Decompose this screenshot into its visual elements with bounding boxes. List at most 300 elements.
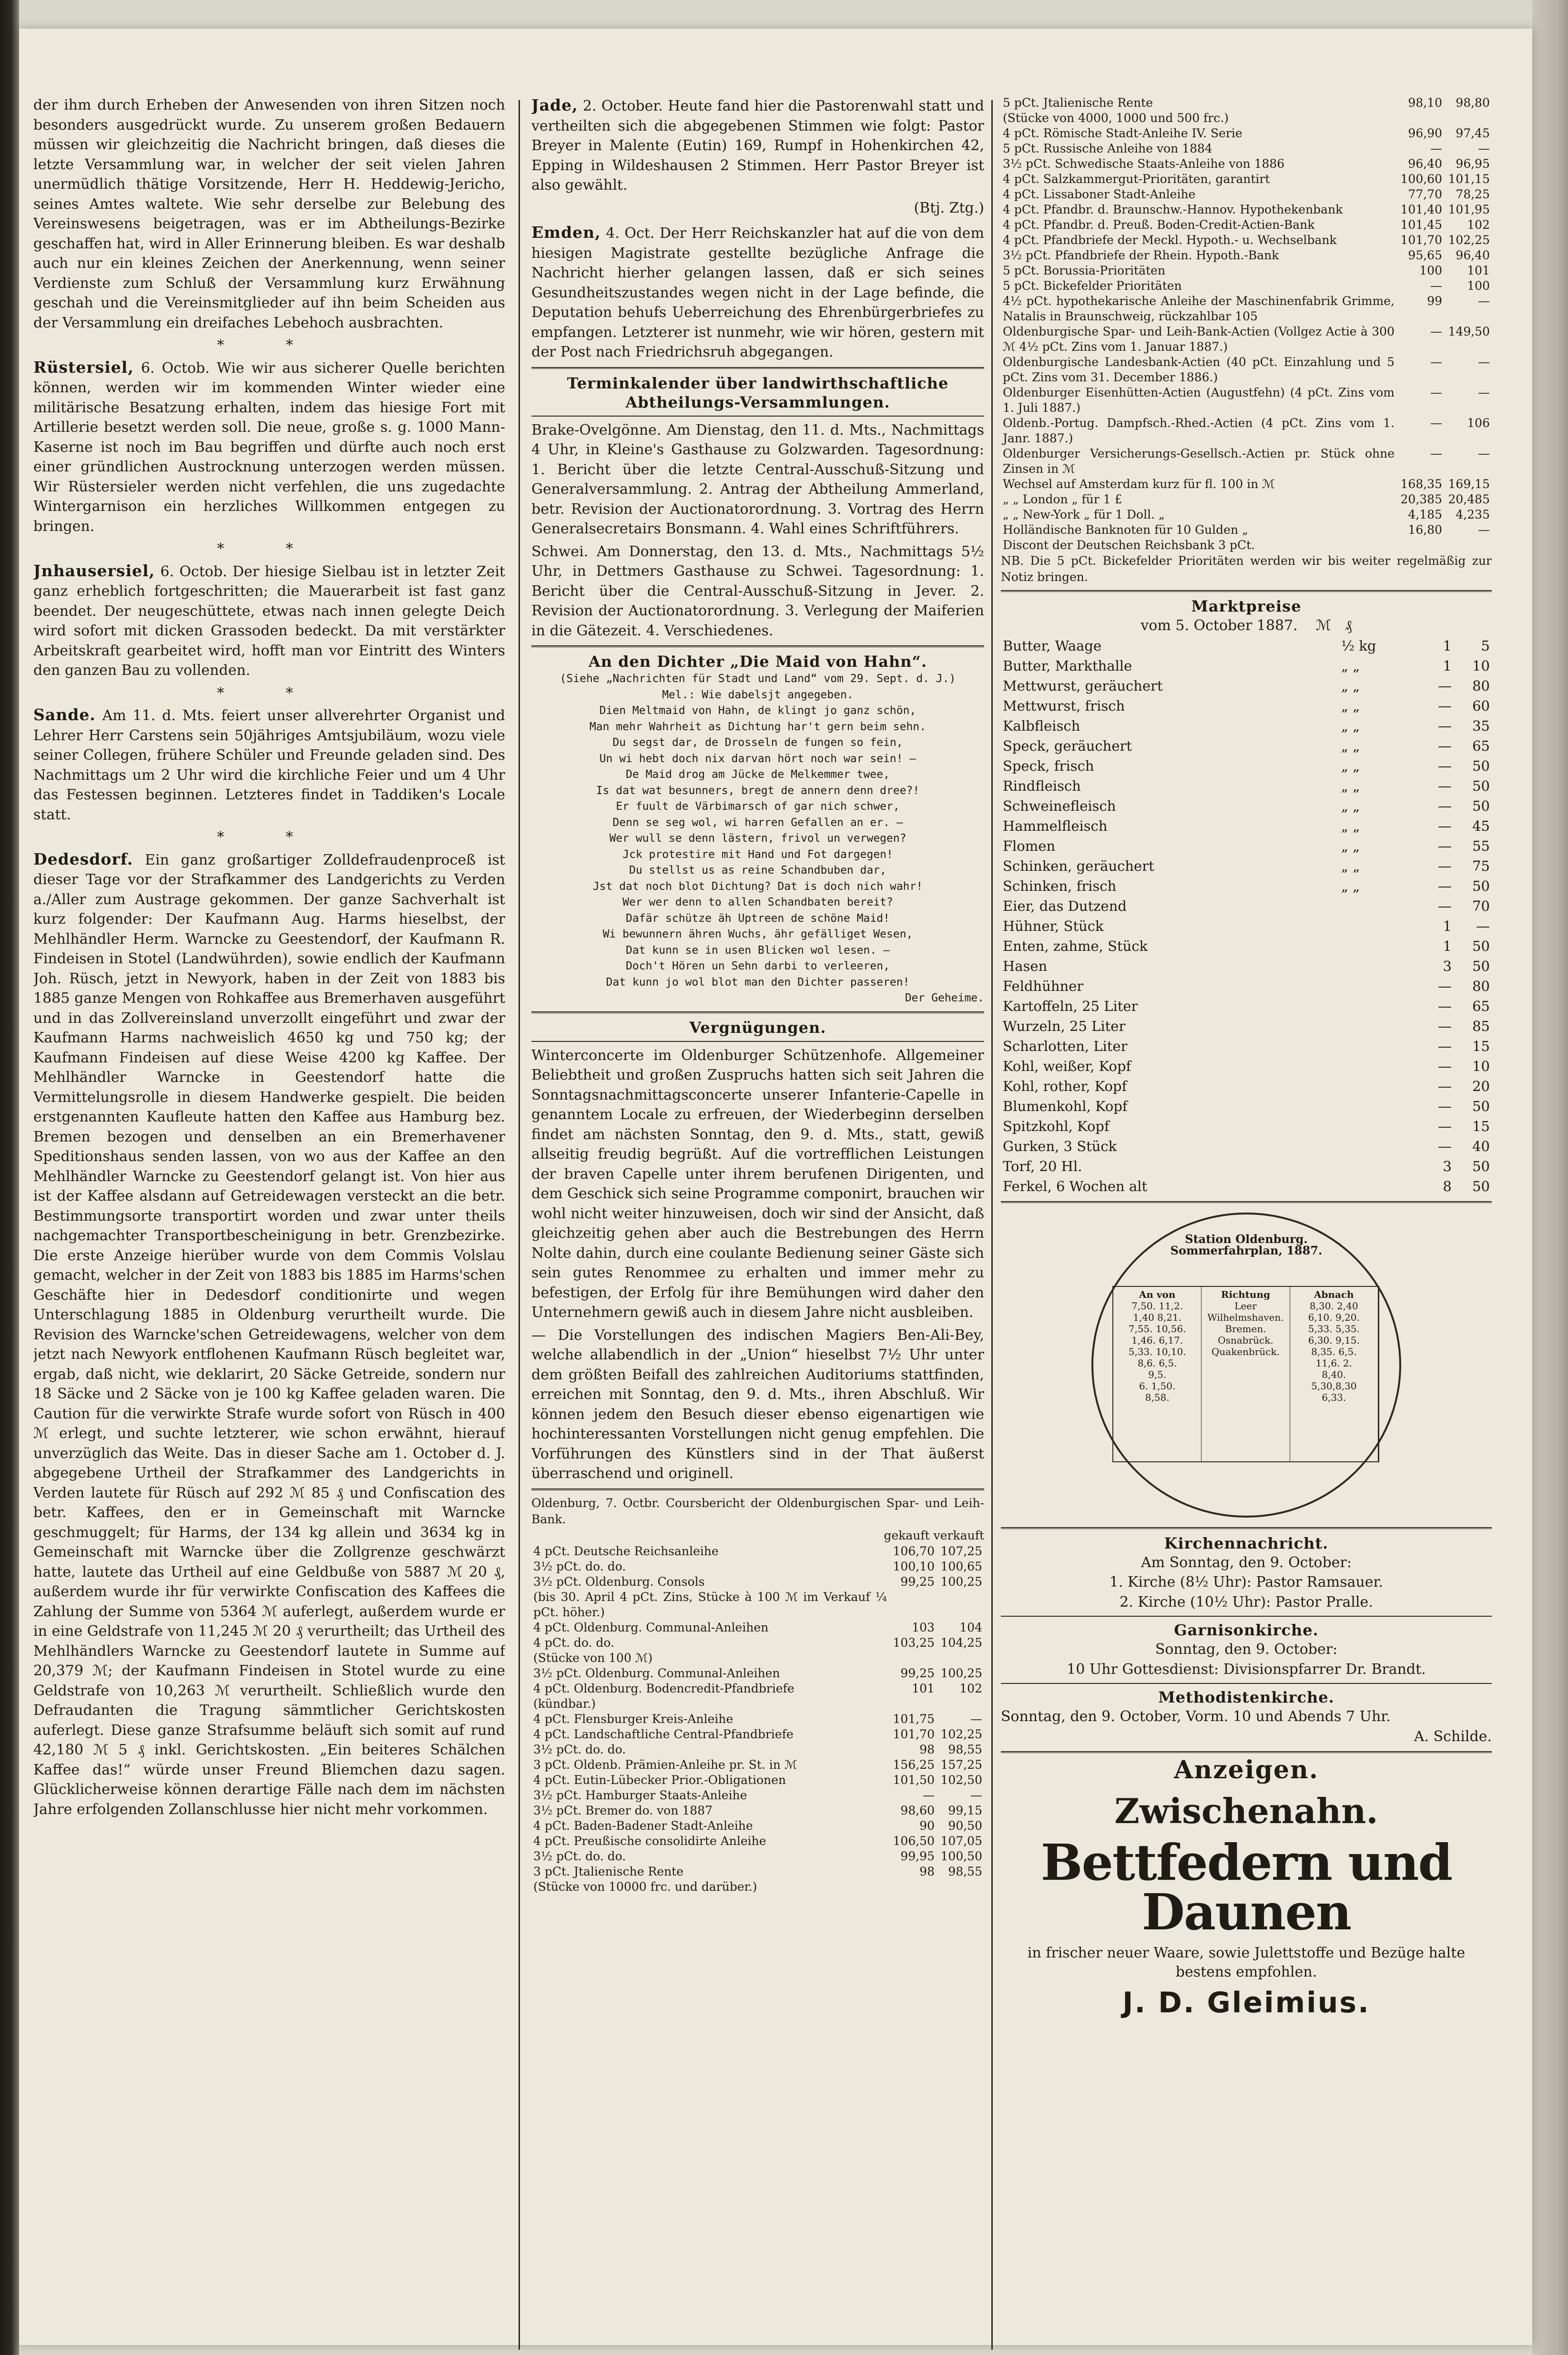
table-cell-value: 169,15 bbox=[1448, 477, 1490, 491]
table-cell-label: Scharlotten, Liter bbox=[1003, 1038, 1128, 1054]
table-cell-value: 5 bbox=[1481, 637, 1490, 654]
poem-signature: Der Geheime. bbox=[905, 992, 984, 1004]
table-row bbox=[1001, 656, 1492, 676]
table-cell-label: „ „ London „ für 1 £ bbox=[1003, 492, 1122, 506]
cours-columns bbox=[531, 1528, 984, 1544]
table-cell-value: 100,25 bbox=[940, 1574, 982, 1589]
unit-mark: ℳ bbox=[1315, 617, 1332, 634]
table-cell-value: 101,75 bbox=[893, 1712, 935, 1726]
table-cell-label: 4 pCt. Oldenburg. Communal-Anleihen bbox=[533, 1620, 769, 1634]
table-cell-value: „ „ bbox=[1341, 797, 1360, 814]
table-row bbox=[1001, 294, 1492, 324]
table-cell-value bbox=[1339, 1056, 1415, 1076]
table-cell-label: 4 pCt. Deutsche Reichsanleihe bbox=[533, 1544, 719, 1558]
section-rule bbox=[1001, 590, 1492, 592]
table-cell-label: (bis 30. April 4 pCt. Zins, Stücke à 100 ℳ im Verkauf ¼ pCt. höher.) bbox=[533, 1590, 887, 1619]
poem-melody: Mel.: Wie dabelsjt angegeben. bbox=[662, 688, 854, 701]
poem-line: Is dat wat besunners, bregt de annern denn dree?! bbox=[596, 784, 920, 797]
table-cell-label: 3½ pCt. Hamburger Staats-Anleihe bbox=[533, 1788, 747, 1802]
table-cell-label: 3½ pCt. Schwedische Staats-Anleihe von 1886 bbox=[1003, 157, 1285, 171]
poem-line: Un wi hebt doch nix darvan hört noch war sein! — bbox=[599, 752, 916, 765]
table-cell-value bbox=[937, 1651, 984, 1666]
poem-line: Dat kunn jo wol blot man den Dichter passeren! bbox=[606, 976, 910, 989]
article-body: 2. October. Heute fand hier die Pastorenwahl statt und vertheilten sich die abgegebenen Stimmen wie folgt: Pastor Breyer in Malente (Eutin) 169, Rumpf in Hohenkirchen 42, Epping in Wildeshausen 2 Stimmen. Herr Pastor Breyer ist also gewählt. bbox=[531, 98, 984, 194]
garnison-heading: Garnisonkirche. bbox=[1174, 1621, 1319, 1639]
table-cell-value bbox=[1339, 936, 1415, 956]
table-cell-label: 4 pCt. Salzkammergut-Prioritäten, garantirt bbox=[1003, 172, 1270, 186]
table-cell-value: „ „ bbox=[1341, 717, 1360, 734]
table-cell-value: 60 bbox=[1472, 697, 1490, 714]
table-cell-value: 96,95 bbox=[1456, 157, 1490, 171]
table-cell-value: 99 bbox=[1427, 294, 1442, 308]
table-cell-value: 10 bbox=[1472, 1058, 1490, 1074]
table-row bbox=[1001, 1156, 1492, 1176]
separator: * * bbox=[217, 337, 322, 354]
table-cell-label: Feldhühner bbox=[1003, 978, 1084, 994]
table-cell-value: — bbox=[1438, 837, 1452, 854]
table-cell-value: — bbox=[1430, 447, 1442, 460]
table-cell-value: 100 bbox=[1467, 279, 1490, 293]
table-cell-value: — bbox=[1438, 998, 1452, 1014]
table-row bbox=[531, 1803, 984, 1818]
divider bbox=[1001, 1683, 1492, 1684]
article-title: Jade, bbox=[531, 96, 578, 114]
table-cell-value: 100,50 bbox=[940, 1849, 982, 1863]
table-row bbox=[531, 1818, 984, 1834]
kirche-line: 1. Kirche (8½ Uhr): Pastor Ramsauer. bbox=[1109, 1574, 1384, 1590]
article-title: Emden, bbox=[531, 223, 601, 242]
table-cell-value bbox=[889, 1696, 937, 1712]
table-cell-label: Spitzkohl, Kopf bbox=[1003, 1118, 1110, 1134]
table-row bbox=[531, 1620, 984, 1635]
table-cell-value: „ „ bbox=[1341, 757, 1360, 774]
table-cell-value: 20,485 bbox=[1448, 492, 1490, 506]
termin-entry: Brake-Ovelgönne. Am Dienstag, den 11. d. Mts., Nachmittags 4 Uhr, in Kleine's Gasthause zu Golzwarden. Tagesordnung: 1. Bericht über die letzte Central-Ausschuß-Sitzung und Generalversammlung. 2. Antrag der Abtheilung Ammerland, betr. Revision der Auctionatorordnung. 3. Vortrag des Herrn Generalsecretairs Bonsmann. 4. Wahl eines Schriftführers. bbox=[531, 421, 984, 537]
table-row bbox=[531, 1727, 984, 1742]
table-cell-value bbox=[1339, 976, 1415, 996]
table-cell-value: 96,40 bbox=[1456, 248, 1490, 262]
table-cell-label: 3½ pCt. Bremer do. von 1887 bbox=[533, 1803, 713, 1817]
table-cell-label: Butter, Markthalle bbox=[1003, 657, 1132, 674]
table-cell-label: 3½ pCt. do. do. bbox=[533, 1559, 626, 1573]
kirche-line: Am Sonntag, den 9. October: bbox=[1140, 1554, 1352, 1571]
table-cell-label: Oldenburgische Spar- und Leih-Bank-Actien (Vollgez Actie à 300 ℳ 4½ pCt. Zins vom 1. Januar 1887.) bbox=[1003, 325, 1395, 354]
table-row bbox=[1001, 1116, 1492, 1136]
stamp-col-text: Leer Wilhelmshaven. Bremen. Osnabrück. Quakenbrück. bbox=[1207, 1300, 1284, 1357]
table-row bbox=[1001, 111, 1492, 126]
table-cell-value: — bbox=[1438, 897, 1452, 914]
table-cell-label: 4 pCt. Baden-Badener Stadt-Anleihe bbox=[533, 1818, 753, 1833]
table-cell-value bbox=[937, 1879, 984, 1895]
table-cell-value: „ „ bbox=[1341, 677, 1360, 694]
table-row bbox=[1001, 876, 1492, 896]
table-cell-value: 97,45 bbox=[1456, 126, 1490, 140]
table-cell-label: Kartoffeln, 25 Liter bbox=[1003, 998, 1138, 1014]
book-binding bbox=[0, 0, 19, 2355]
table-row bbox=[531, 1696, 984, 1712]
table-cell-value: „ „ bbox=[1341, 837, 1360, 854]
table-cell-value: — bbox=[1438, 817, 1452, 834]
table-cell-value: 65 bbox=[1472, 998, 1490, 1014]
termin-heading: Terminkalender über landwirthschaftliche Abtheilungs-Versammlungen. bbox=[567, 374, 949, 411]
bank-table bbox=[1001, 95, 1492, 553]
table-cell-label: Mettwurst, geräuchert bbox=[1003, 677, 1163, 694]
poem-line: Wer wull se denn lästern, frivol un verwegen? bbox=[609, 832, 906, 845]
table-cell-label: Schweinefleisch bbox=[1003, 797, 1116, 814]
table-cell-value: 102 bbox=[959, 1681, 982, 1695]
table-row bbox=[1001, 416, 1492, 446]
table-cell-value: 103,25 bbox=[893, 1635, 935, 1650]
table-cell-value bbox=[1339, 1096, 1415, 1116]
table-cell-label: Gurken, 3 Stück bbox=[1003, 1138, 1117, 1154]
divider bbox=[531, 416, 984, 417]
table-row bbox=[1001, 716, 1492, 736]
table-cell-value: — bbox=[1438, 677, 1452, 694]
table-cell-value: 20,385 bbox=[1400, 492, 1442, 506]
table-row bbox=[531, 1666, 984, 1681]
table-cell-label: Hasen bbox=[1003, 958, 1048, 974]
table-row bbox=[1001, 217, 1492, 233]
section-rule bbox=[1001, 1527, 1492, 1529]
stamp-col-head: An von bbox=[1139, 1288, 1176, 1300]
article-body: 4. Oct. Der Herr Reichskanzler hat auf die von dem hiesigen Magistrate gestellte bezügliche Anfrage die Nachricht hierher gelangen lassen, daß er sich seines Gesundheitszustandes wegen nicht in der Lage befinde, die Deputation behufs Ueberreichung des Ehrenbürgerbriefes zu empfangen. Letzterer ist nunmehr, wie wir hören, gestern mit der Post nach Friedrichsruh abgegangen. bbox=[531, 225, 984, 360]
table-cell-value: „ „ bbox=[1341, 857, 1360, 874]
table-row bbox=[1001, 696, 1492, 716]
table-cell-value: — bbox=[970, 1788, 982, 1802]
stamp-col-text: 8,30. 2,40 6,10. 9,20. 5,33. 5,35. 6,30. 9,15. 8,35. 6,5. 11,6. 2. 8,40. 5,30,8,30 6,33. bbox=[1308, 1300, 1360, 1403]
table-cell-value bbox=[1339, 1176, 1415, 1196]
table-cell-value: „ „ bbox=[1341, 817, 1360, 834]
poem-line: Doch't Hören un Sehn darbi to verleeren, bbox=[626, 960, 890, 972]
table-cell-value bbox=[937, 1590, 984, 1620]
table-cell-value bbox=[1339, 1076, 1415, 1096]
table-cell-value: 98 bbox=[919, 1864, 935, 1878]
table-cell-value: 15 bbox=[1472, 1038, 1490, 1054]
table-row bbox=[531, 1834, 984, 1849]
table-cell-value: 102,25 bbox=[940, 1727, 982, 1741]
kirche-line: 2. Kirche (10½ Uhr): Pastor Pralle. bbox=[1120, 1593, 1373, 1611]
poem-line: Dien Meltmaid von Hahn, de klingt jo ganz schön, bbox=[599, 704, 916, 717]
table-cell-value bbox=[1339, 1136, 1415, 1156]
table-row bbox=[1001, 636, 1492, 656]
bank-note: NB. Die 5 pCt. Bickefelder Prioritäten werden wir bis weiter regelmäßig zur Notiz bringen. bbox=[1001, 554, 1492, 584]
table-row bbox=[1001, 324, 1492, 355]
table-cell-value: 10 bbox=[1472, 657, 1490, 674]
table-cell-value bbox=[937, 1696, 984, 1712]
table-cell-value: 50 bbox=[1472, 958, 1490, 974]
article-emden bbox=[531, 223, 984, 362]
table-cell-value: 15 bbox=[1472, 1118, 1490, 1134]
table-cell-value: — bbox=[1438, 1078, 1452, 1094]
table-cell-label: (Stücke von 4000, 1000 und 500 frc.) bbox=[1003, 111, 1229, 125]
table-row bbox=[531, 1544, 984, 1559]
table-cell-label: Holländische Banknoten für 10 Gulden „ bbox=[1003, 523, 1248, 537]
table-cell-value: 106 bbox=[1467, 416, 1490, 430]
table-cell-value: 16,80 bbox=[1408, 523, 1442, 537]
table-row bbox=[1001, 1096, 1492, 1116]
column-divider bbox=[991, 100, 993, 2350]
table-cell-value: 1 bbox=[1443, 637, 1452, 654]
table-row bbox=[1001, 492, 1492, 507]
article-title: Rüstersiel, bbox=[33, 357, 134, 377]
table-cell-value: 50 bbox=[1472, 1098, 1490, 1114]
table-cell-label: 4 pCt. Flensburger Kreis-Anleihe bbox=[533, 1712, 733, 1726]
table-row bbox=[1001, 172, 1492, 187]
table-cell-value bbox=[889, 1879, 937, 1895]
divider bbox=[1001, 1616, 1492, 1617]
table-cell-value: 8 bbox=[1443, 1178, 1452, 1194]
table-cell-value: 98,60 bbox=[900, 1803, 935, 1817]
table-cell-label: 3½ pCt. Oldenburg. Consols bbox=[533, 1574, 705, 1589]
table-row bbox=[531, 1773, 984, 1788]
vergnuegungen-entry: Winterconcerte im Oldenburger Schützenhofe. Allgemeiner Beliebtheit und großen Zuspruchs hatten sich seit Jahren die Sonntagsnachmittagsconcerte unserer Infanterie-Capelle in genanntem Locale zu erfreuen, der Wiederbeginn derselben findet am nächsten Sonntag, den 9. d. Mts., statt, gewiß allseitig freudig begrüßt. Auf die vortrefflichen Leistungen der braven Capelle unter ihrem berufenen Dirigenten, und dem Geschick sich seine Programme componirt, brauchen wir wohl nicht weiter hinzuweisen, doch wir sind der Ansicht, daß gleichzeitig gehen aber auch die Bestrebungen des Herrn Nolte dahin, durch eine coulante Bedienung seiner Gäste sich sein gutes Renommee zu erhalten und immer mehr zu befestigen, der Erfolg für ihre Bemühungen wird daher den Unternehmern gewiß auch in diesem Jahre nicht ausbleiben. bbox=[531, 1047, 984, 1321]
table-cell-value: — bbox=[1430, 279, 1442, 293]
stamp-col-head: Richtung bbox=[1221, 1288, 1271, 1300]
table-cell-label: 4 pCt. Oldenburg. Bodencredit-Pfandbriefe bbox=[533, 1681, 794, 1695]
table-cell-value: 50 bbox=[1472, 797, 1490, 814]
table-cell-value: 75 bbox=[1472, 857, 1490, 874]
table-cell-value: 70 bbox=[1472, 897, 1490, 914]
section-rule bbox=[531, 367, 984, 369]
methodist-heading: Methodistenkirche. bbox=[1158, 1688, 1334, 1706]
poem-line: Wi bewunnern ähren Wuchs, ähr gefälliget Wesen, bbox=[602, 928, 913, 940]
table-cell-value bbox=[1339, 1016, 1415, 1036]
section-rule bbox=[531, 1488, 984, 1490]
table-cell-value: 80 bbox=[1472, 978, 1490, 994]
table-row bbox=[1001, 385, 1492, 416]
table-cell-value: 3 bbox=[1443, 1158, 1452, 1174]
section-rule bbox=[531, 1011, 984, 1013]
table-cell-label: 4 pCt. Römische Stadt-Anleihe IV. Serie bbox=[1003, 126, 1242, 140]
table-row bbox=[1001, 816, 1492, 836]
table-row bbox=[531, 1559, 984, 1574]
article-body: 6. Octob. Der hiesige Sielbau ist in letzter Zeit ganz erheblich fortgeschritten; die Mauerarbeit ist fast ganz beendet. Der neugeschüttete, etwas nach innen gelegte Deich wird sofort mit dicken Grassoden bedeckt. Da mit verstärkter Arbeitskraft gearbeitet wird, hofft man vor Eintritt des Winters den ganzen Bau zu vollenden. bbox=[33, 563, 505, 679]
table-cell-value bbox=[1339, 1116, 1415, 1136]
table-cell-value: 4,185 bbox=[1408, 508, 1442, 521]
table-cell-value: — bbox=[1438, 1098, 1452, 1114]
table-cell-value: — bbox=[1430, 416, 1442, 430]
table-cell-label: (Stücke von 10000 frc. und darüber.) bbox=[533, 1879, 757, 1894]
table-row bbox=[1001, 446, 1492, 477]
table-row bbox=[1001, 538, 1492, 553]
cours-col-label: gekauft bbox=[884, 1528, 930, 1542]
table-cell-label: Discont der Deutschen Reichsbank 3 pCt. bbox=[1003, 538, 1255, 552]
table-cell-value: — bbox=[970, 1712, 982, 1726]
separator: * * bbox=[217, 540, 322, 557]
table-cell-label: 4 pCt. do. do. bbox=[533, 1635, 614, 1650]
column-2 bbox=[531, 95, 984, 2355]
poem-line: De Maid drog am Jücke de Melkemmer twee, bbox=[626, 768, 890, 781]
table-cell-label: Oldenburger Eisenhütten-Actien (Augustfehn) (4 pCt. Zins vom 1. Juli 1887.) bbox=[1003, 386, 1395, 415]
table-row bbox=[1001, 736, 1492, 756]
table-row bbox=[1001, 156, 1492, 172]
table-cell-value: 101,45 bbox=[1400, 218, 1442, 232]
table-cell-label: 4 pCt. Pfandbr. d. Braunschw.-Hannov. Hypothekenbank bbox=[1003, 203, 1343, 216]
table-cell-value bbox=[1339, 916, 1415, 936]
table-cell-value: 101,50 bbox=[893, 1773, 935, 1787]
table-cell-value: 101,40 bbox=[1400, 203, 1442, 216]
table-cell-value: 101,15 bbox=[1448, 172, 1490, 186]
table-cell-value: 20 bbox=[1472, 1078, 1490, 1094]
table-cell-value: 98 bbox=[919, 1742, 935, 1756]
stamp-col bbox=[1290, 1287, 1378, 1461]
table-row bbox=[1001, 956, 1492, 976]
table-cell-value: — bbox=[1438, 737, 1452, 754]
table-cell-value: — bbox=[1438, 1018, 1452, 1034]
table-cell-label: 4 pCt. Pfandbr. d. Preuß. Boden-Credit-Actien-Bank bbox=[1003, 218, 1315, 232]
table-cell-value bbox=[1339, 956, 1415, 976]
table-cell-value: 101 bbox=[912, 1681, 935, 1695]
table-cell-value bbox=[889, 1590, 937, 1620]
marktpreise-table bbox=[1001, 636, 1492, 1196]
table-cell-label: Wechsel auf Amsterdam kurz für fl. 100 in ℳ bbox=[1003, 477, 1275, 491]
garnison-line: 10 Uhr Gottesdienst: Divisionspfarrer Dr. Brandt. bbox=[1067, 1661, 1426, 1678]
ad-town: Zwischenahn. bbox=[1114, 1791, 1378, 1831]
table-row bbox=[1001, 187, 1492, 202]
table-cell-value: 100,60 bbox=[1400, 172, 1442, 186]
table-cell-value: 102,25 bbox=[1448, 233, 1490, 247]
table-row bbox=[531, 1635, 984, 1651]
table-row bbox=[1001, 233, 1492, 248]
table-row bbox=[1001, 522, 1492, 538]
poem-line: Wer wer denn to allen Schandbaten bereit? bbox=[622, 896, 893, 908]
table-cell-value bbox=[1339, 996, 1415, 1016]
table-cell-label: Torf, 20 Hl. bbox=[1003, 1158, 1082, 1174]
table-row bbox=[1001, 756, 1492, 776]
table-cell-value: — bbox=[1438, 717, 1452, 734]
table-cell-value: — bbox=[1438, 777, 1452, 794]
table-cell-label: Eier, das Dutzend bbox=[1003, 897, 1127, 914]
table-cell-value: 1 bbox=[1443, 918, 1452, 934]
table-cell-label: Hammelfleisch bbox=[1003, 817, 1108, 834]
table-cell-label: 4 pCt. Pfandbriefe der Meckl. Hypoth.- u. Wechselbank bbox=[1003, 233, 1337, 247]
table-cell-value: „ „ bbox=[1341, 777, 1360, 794]
table-cell-value: 50 bbox=[1472, 877, 1490, 894]
table-row bbox=[531, 1712, 984, 1727]
vergnuegungen-entry: — Die Vorstellungen des indischen Magiers Ben-Ali-Bey, welche allabendlich in der „Union“ hieselbst 7½ Uhr unter dem größten Beifall des zahlreichen Auditoriums stattfinden, erreichen mit Sonntag, den 9. d. Mts., ihren Abschluß. Wir können jedem den Besuch dieser ebenso eigenartigen wie hochinteressanten Vorstellungen nicht genug empfehlen. Die Vorführungen des Künstlers sind in der That äußerst überraschend und originell. bbox=[531, 1326, 984, 1482]
table-cell-value: 96,40 bbox=[1408, 157, 1442, 171]
table-cell-value: 98,80 bbox=[1456, 96, 1490, 110]
cours-heading: Oldenburg, 7. Octbr. Coursbericht der Oldenburgischen Spar- und Leih-Bank. bbox=[531, 1496, 984, 1526]
table-cell-label: 3½ pCt. do. do. bbox=[533, 1849, 626, 1863]
table-row bbox=[1001, 477, 1492, 492]
table-row bbox=[1001, 676, 1492, 696]
table-cell-value: 1 bbox=[1443, 938, 1452, 954]
table-cell-value: — bbox=[1438, 1118, 1452, 1134]
table-row bbox=[531, 1742, 984, 1757]
table-cell-value: 106,70 bbox=[893, 1544, 935, 1558]
table-cell-value: 65 bbox=[1472, 737, 1490, 754]
anzeigen-heading: Anzeigen. bbox=[1174, 1755, 1319, 1784]
table-row bbox=[1001, 1136, 1492, 1156]
table-cell-label: Rindfleisch bbox=[1003, 777, 1081, 794]
kirche-heading: Kirchennachricht. bbox=[1164, 1534, 1329, 1552]
table-cell-value: 77,70 bbox=[1408, 187, 1442, 201]
page-edge bbox=[1532, 0, 1568, 2355]
table-cell-value: 45 bbox=[1472, 817, 1490, 834]
table-cell-value: 100,65 bbox=[940, 1559, 982, 1573]
table-cell-value: 50 bbox=[1472, 1158, 1490, 1174]
cours-col-label: verkauft bbox=[933, 1528, 984, 1542]
article-title: Sande. bbox=[33, 705, 96, 724]
poem-heading: An den Dichter „Die Maid von Hahn“. bbox=[588, 652, 927, 671]
article-intro: der ihm durch Erheben der Anwesenden von ihren Sitzen noch besonders ausgedrückt wurde. Zu unserem großen Bedauern müssen wir gleichzeitig die Nachricht bringen, daß dieses die letzte Versammlung war, in welcher der seit vielen Jahren unermüdlich thätige Vorsitzende, Herr H. Heddewig-Jericho, seines Amtes waltete. Wie sehr derselbe zur Belebung des Vereinswesens beigetragen, was er im Abtheilungs-Bezirke geschaffen hat, wird in Aller Erinnerung bleiben. Es war deshalb auch nur ein kleines Zeichen der Anerkennung, wenn seiner Verdienste zum Schluß der Versammlung kurz Erwähnung geschah und die Vereinsmitglieder auf ihn beim Scheiden aus der Versammlung ein dreifaches Lebehoch ausbrachten. bbox=[33, 97, 505, 331]
table-cell-value: 100 bbox=[1419, 264, 1442, 277]
table-cell-value: — bbox=[1478, 523, 1490, 537]
table-cell-value: 85 bbox=[1472, 1018, 1490, 1034]
table-cell-value: — bbox=[1438, 857, 1452, 874]
table-cell-value: — bbox=[1476, 918, 1490, 934]
table-row bbox=[1001, 248, 1492, 263]
table-cell-label: 3 pCt. Jtalienische Rente bbox=[533, 1864, 684, 1878]
table-cell-value: 107,05 bbox=[940, 1834, 982, 1848]
table-cell-label: Speck, geräuchert bbox=[1003, 737, 1132, 754]
stamp-col bbox=[1113, 1287, 1201, 1461]
table-cell-value: 99,15 bbox=[948, 1803, 982, 1817]
table-cell-value bbox=[1339, 896, 1415, 916]
table-cell-value: „ „ bbox=[1341, 737, 1360, 754]
section-rule bbox=[1001, 1751, 1492, 1753]
table-cell-value: 50 bbox=[1472, 777, 1490, 794]
table-cell-label: Mettwurst, frisch bbox=[1003, 697, 1125, 714]
table-cell-value: 107,25 bbox=[940, 1544, 982, 1558]
table-cell-label: (Stücke von 100 ℳ) bbox=[533, 1651, 653, 1665]
poem-line: Du segst dar, de Drosseln de fungen so fein, bbox=[612, 736, 903, 749]
table-cell-value: 106,50 bbox=[893, 1834, 935, 1848]
table-row bbox=[1001, 996, 1492, 1016]
poem-line: Du stellst us as reine Schandbuben dar, bbox=[629, 864, 887, 877]
table-cell-value: 157,25 bbox=[940, 1757, 982, 1772]
table-row bbox=[1001, 95, 1492, 111]
column-1 bbox=[33, 95, 505, 2355]
table-cell-value: 100,25 bbox=[940, 1666, 982, 1680]
poem-line: Er fuult de Värbimarsch of gar nich schwer, bbox=[616, 800, 900, 813]
table-cell-value: — bbox=[1478, 294, 1490, 308]
table-cell-value: — bbox=[1478, 447, 1490, 460]
table-cell-value: — bbox=[1430, 142, 1442, 155]
stamp-col-head: Abnach bbox=[1313, 1288, 1354, 1300]
table-cell-label: 4 pCt. Landschaftliche Central-Pfandbriefe bbox=[533, 1727, 794, 1741]
termin-entry: Schwei. Am Donnerstag, den 13. d. Mts., Nachmittags 5½ Uhr, in Dettmers Gasthause zu Schwei. Tagesordnung: 1. Bericht über die Central-Ausschuß-Sitzung in Jever. 2. Revision der Auctionatorordnung. 3. Verlegung der Maiferien in die Gätezeit. 4. Verschiedenes. bbox=[531, 543, 984, 639]
table-cell-value: 99,95 bbox=[900, 1849, 935, 1863]
table-row bbox=[1001, 263, 1492, 278]
table-cell-value: — bbox=[1430, 325, 1442, 338]
table-cell-value bbox=[1444, 111, 1492, 126]
table-cell-value bbox=[1339, 1156, 1415, 1176]
table-row bbox=[531, 1574, 984, 1590]
divider bbox=[531, 1041, 984, 1042]
garnison-line: Sonntag, den 9. October: bbox=[1155, 1641, 1338, 1658]
poem-line: Jck protestire mit Hand und Fot dargegen! bbox=[622, 848, 893, 861]
table-row bbox=[531, 1681, 984, 1696]
poem-line: Denn se seg wol, wi harren Gefallen an er. — bbox=[612, 816, 903, 829]
table-cell-value: 100,10 bbox=[893, 1559, 935, 1573]
table-cell-label: Speck, frisch bbox=[1003, 757, 1094, 774]
table-row bbox=[1001, 856, 1492, 876]
table-cell-value: — bbox=[1438, 1038, 1452, 1054]
table-cell-value: 101,70 bbox=[893, 1727, 935, 1741]
table-cell-value: 50 bbox=[1472, 757, 1490, 774]
table-cell-value: — bbox=[1478, 355, 1490, 369]
article-jade bbox=[531, 95, 984, 195]
poem-line: Dat kunn se in usen Blicken wol lesen. — bbox=[626, 944, 890, 957]
table-cell-value: — bbox=[1478, 142, 1490, 155]
table-cell-value: „ „ bbox=[1341, 697, 1360, 714]
table-cell-label: Enten, zahme, Stück bbox=[1003, 938, 1148, 954]
table-cell-value: — bbox=[1438, 797, 1452, 814]
stamp-col-text: 7,50. 11,2. 1,40 8,21. 7,55. 10,56. 1,46. 6,17. 5,33. 10,10. 8,6. 6,5. 9,5. 6. 1,50. 8,58. bbox=[1128, 1300, 1186, 1403]
table-cell-value: — bbox=[1438, 877, 1452, 894]
